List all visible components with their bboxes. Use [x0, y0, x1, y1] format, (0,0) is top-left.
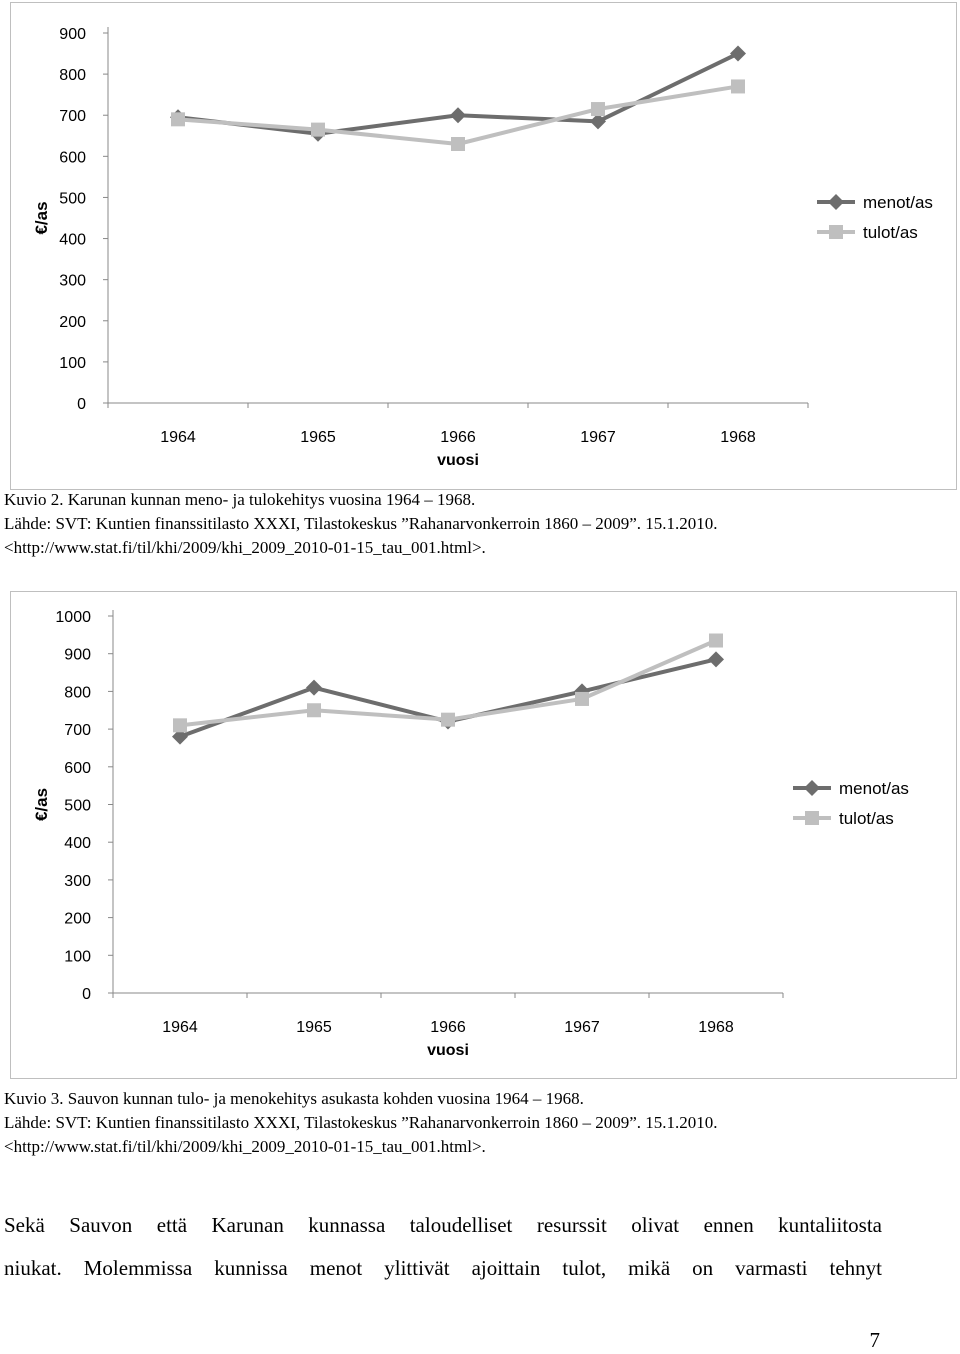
- data-point-diamond: [730, 46, 746, 62]
- caption-figure-2: [4, 488, 954, 560]
- x-tick-label: 1968: [698, 1019, 734, 1036]
- data-point-square: [731, 79, 745, 93]
- x-tick-label: 1964: [160, 429, 196, 446]
- y-tick-label: 600: [59, 149, 86, 167]
- caption-url: <http://www.stat.fi/til/khi/2009/khi_2009_2010-01-15_tau_001.html>.: [4, 1137, 486, 1156]
- legend-label: tulot/as: [863, 223, 918, 242]
- legend-label: menot/as: [863, 193, 933, 212]
- legend-marker-square: [805, 811, 819, 825]
- data-point-square: [709, 634, 723, 648]
- body-paragraph: [4, 1204, 882, 1290]
- y-tick-label: 0: [82, 986, 91, 1003]
- x-tick-label: 1967: [564, 1019, 600, 1036]
- chart-karuna: [10, 2, 957, 490]
- y-tick-label: 400: [64, 835, 91, 853]
- y-tick-label: 500: [59, 190, 86, 208]
- data-point-square: [307, 703, 321, 717]
- series-line-tulot-as: [180, 641, 716, 726]
- y-tick-label: 500: [64, 797, 91, 815]
- caption-url: <http://www.stat.fi/til/khi/2009/khi_2009_2010-01-15_tau_001.html>.: [4, 538, 486, 557]
- y-tick-label: 900: [64, 646, 91, 664]
- data-point-square: [171, 112, 185, 126]
- caption-source: Lähde: SVT: Kuntien finanssitilasto XXXI, Tilastokeskus ”Rahanarvonkerroin 1860 – 2009”. 15.1.2010.: [4, 514, 718, 533]
- y-tick-label: 200: [59, 313, 86, 331]
- caption-title: Kuvio 3. Sauvon kunnan tulo- ja menokehitys asukasta kohden vuosina 1964 – 1968.: [4, 1089, 584, 1108]
- data-point-square: [451, 137, 465, 151]
- data-point-diamond: [708, 651, 724, 667]
- legend-label: menot/as: [839, 779, 909, 798]
- x-tick-label: 1967: [580, 429, 616, 446]
- legend-marker-diamond: [804, 780, 820, 796]
- y-tick-label: 600: [64, 759, 91, 777]
- data-point-square: [311, 123, 325, 137]
- caption-figure-3: [4, 1087, 954, 1159]
- y-tick-label: 100: [59, 354, 86, 372]
- caption-source: Lähde: SVT: Kuntien finanssitilasto XXXI, Tilastokeskus ”Rahanarvonkerroin 1860 – 2009”. 15.1.2010.: [4, 1113, 718, 1132]
- data-point-diamond: [306, 680, 322, 696]
- data-point-square: [441, 713, 455, 727]
- page-number: 7: [869, 1328, 880, 1352]
- x-tick-label: 1965: [296, 1019, 332, 1036]
- x-tick-label: 1968: [720, 429, 756, 446]
- y-tick-label: 900: [59, 26, 86, 43]
- y-axis-title: €/as: [32, 201, 51, 235]
- y-tick-label: 300: [64, 872, 91, 890]
- x-tick-label: 1966: [440, 429, 476, 446]
- data-point-diamond: [450, 107, 466, 123]
- caption-title: Kuvio 2. Karunan kunnan meno- ja tulokehitys vuosina 1964 – 1968.: [4, 490, 476, 509]
- y-tick-label: 200: [64, 910, 91, 928]
- data-point-square: [575, 692, 589, 706]
- x-tick-label: 1965: [300, 429, 336, 446]
- x-axis-title: vuosi: [437, 452, 479, 469]
- body-line: niukat. Molemmissa kunnissa menot ylittivät ajoittain tulot, mikä on varmasti tehnyt: [4, 1256, 882, 1280]
- y-tick-label: 0: [77, 396, 86, 413]
- y-tick-label: 700: [59, 108, 86, 126]
- data-point-square: [173, 718, 187, 732]
- body-line: Sekä Sauvon että Karunan kunnassa taloudelliset resurssit olivat ennen kuntaliitosta: [4, 1213, 882, 1237]
- y-tick-label: 700: [64, 722, 91, 740]
- x-tick-label: 1966: [430, 1019, 466, 1036]
- legend-marker-square: [829, 225, 843, 239]
- y-tick-label: 1000: [55, 609, 91, 626]
- chart-sauvo: [10, 591, 957, 1079]
- legend-label: tulot/as: [839, 809, 894, 828]
- chart-sauvo-svg: [11, 592, 956, 1078]
- data-point-square: [591, 102, 605, 116]
- y-tick-label: 800: [59, 67, 86, 85]
- y-tick-label: 100: [64, 948, 91, 966]
- legend-marker-diamond: [828, 194, 844, 210]
- y-axis-title: €/as: [32, 787, 51, 822]
- x-tick-label: 1964: [162, 1019, 198, 1036]
- y-tick-label: 800: [64, 684, 91, 702]
- chart-karuna-svg: [11, 3, 956, 489]
- y-tick-label: 400: [59, 231, 86, 249]
- x-axis-title: vuosi: [427, 1042, 469, 1059]
- y-tick-label: 300: [59, 272, 86, 290]
